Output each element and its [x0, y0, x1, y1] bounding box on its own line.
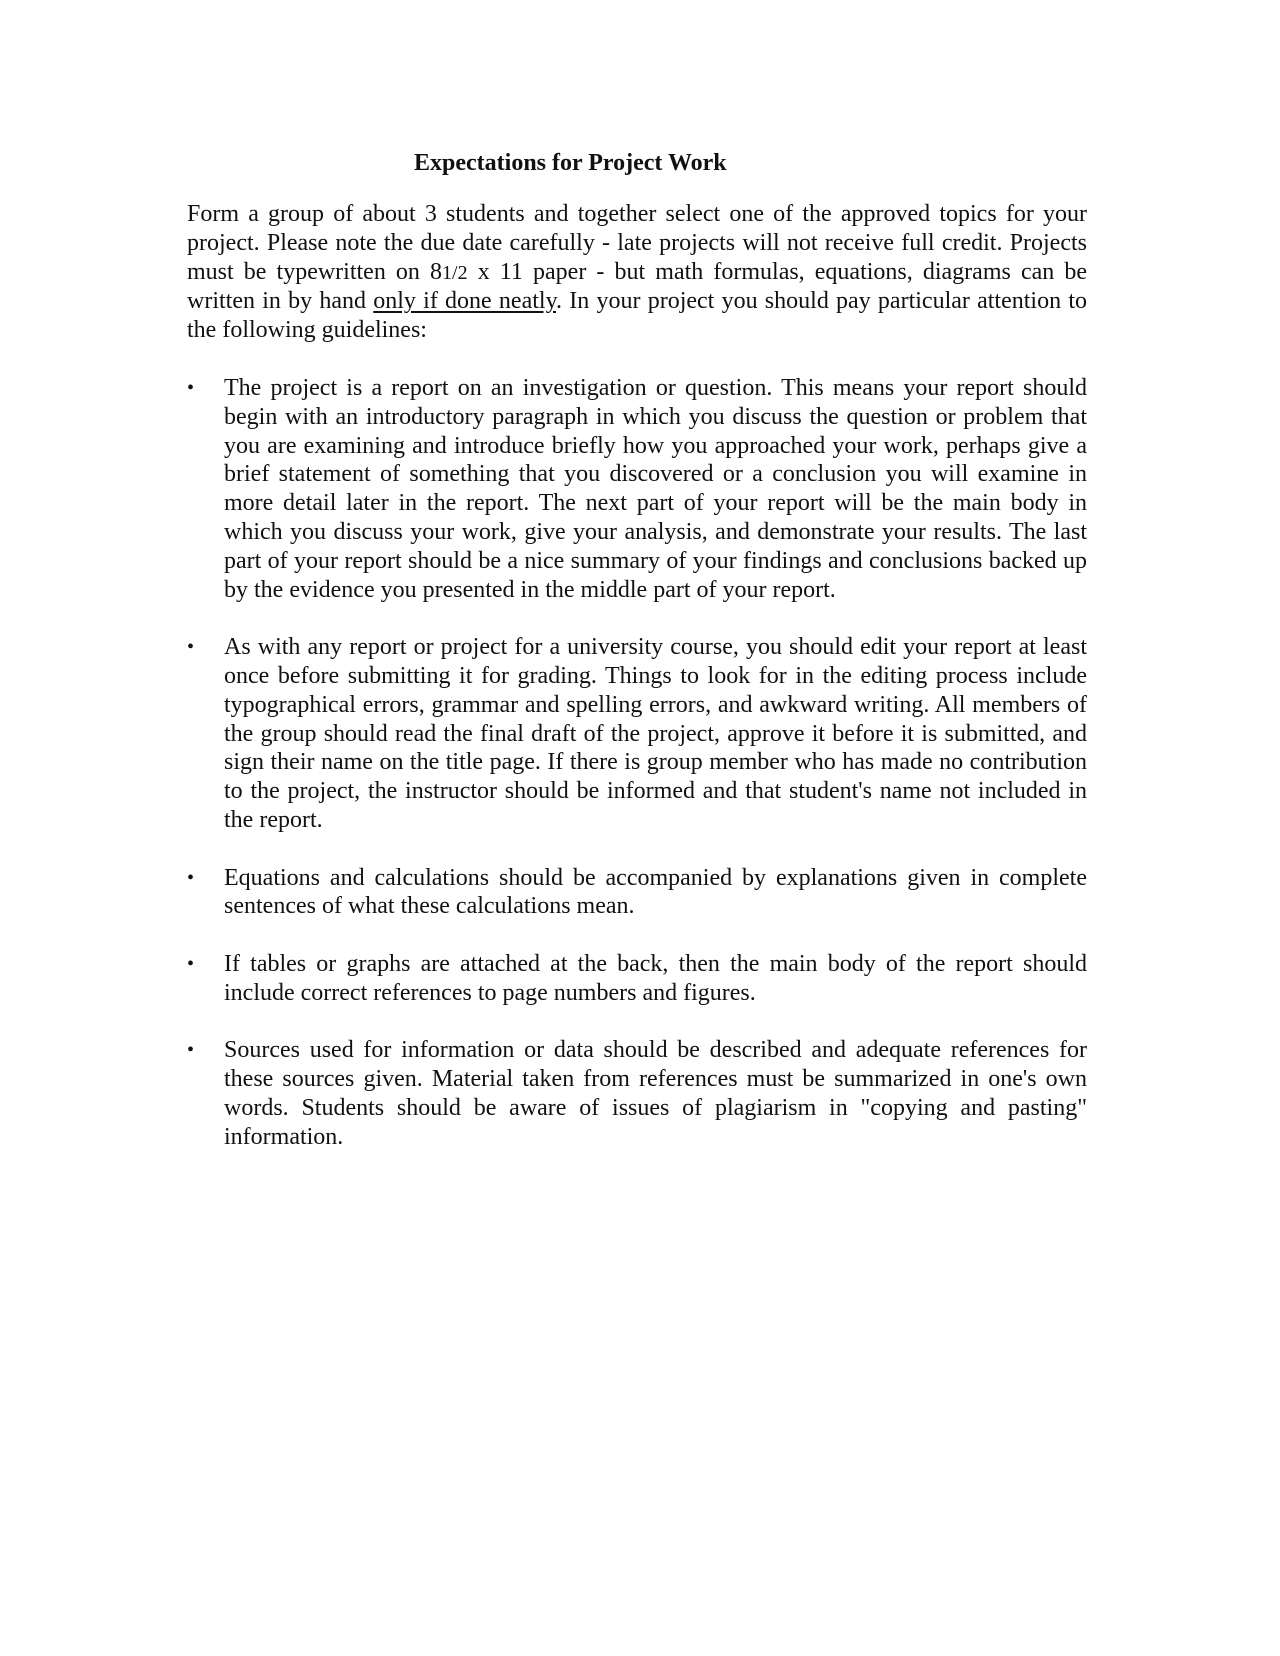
- intro-text-2: x 11 paper - but math formulas, equations, diagrams can be written in by hand: [187, 258, 1087, 315]
- bullet-icon: •: [187, 1039, 195, 1062]
- paper-size-fraction: 1/2: [442, 261, 468, 284]
- guideline-text: The project is a report on an investigation or question. This means your report should begin with an introductory paragraph in which you discuss the question or problem that you are examining and introduce briefly how you approached your work, perhaps give a brief statement of something that you discovered or a conclusion you will examine in more detail later in the report. The next part of your report will be the main body in which you discuss your work, give your analysis, and demonstrate your results. The last part of your report should be a nice summary of your findings and conclusions backed up by the evidence you presented in the middle part of your report.: [224, 374, 1087, 603]
- guideline-tables-graphs: [187, 950, 1087, 1008]
- guideline-text: Equations and calculations should be accompanied by explanations given in complete sentences of what these calculations mean.: [224, 864, 1087, 920]
- guideline-editing: [187, 633, 1087, 835]
- guideline-text: Sources used for information or data should be described and adequate references for these sources given. Material taken from references must be summarized in one's own words. Students should be aware of issues of plagiarism in "copying and pasting" information.: [224, 1037, 1087, 1150]
- bullet-icon: •: [187, 376, 195, 399]
- guideline-text: If tables or graphs are attached at the back, then the main body of the report should include correct references to page numbers and figures.: [224, 950, 1087, 1006]
- document-page: [187, 146, 1087, 1180]
- intro-text-3: . In your project you should pay particular attention to the following guidelines:: [187, 288, 1087, 344]
- bullet-icon: •: [187, 866, 195, 889]
- intro-text-1: Form a group of about 3 students and together select one of the approved topics for your project. Please note the due date carefully - late projects will not receive full credit. Projects must be typewritten on 8: [187, 201, 1087, 285]
- intro-underlined-text: only if done neatly: [373, 288, 557, 315]
- intro-paragraph: [187, 200, 1087, 345]
- guidelines-list: [187, 374, 1087, 1152]
- bullet-icon: •: [187, 636, 195, 659]
- guideline-text: As with any report or project for a university course, you should edit your report at least once before submitting it for grading. Things to look for in the editing process include typographical errors, grammar and spelling errors, and awkward writing. All members of the group should read the final draft of the project, approve it before it is submitted, and sign their name on the title page. If there is group member who has made no contribution to the project, the instructor should be informed and that student's name not included in the report.: [224, 634, 1087, 833]
- document-title: Expectations for Project Work: [414, 150, 727, 176]
- guideline-report-structure: [187, 374, 1087, 604]
- guideline-equations: [187, 864, 1087, 922]
- bullet-icon: •: [187, 952, 195, 975]
- guideline-sources: [187, 1036, 1087, 1151]
